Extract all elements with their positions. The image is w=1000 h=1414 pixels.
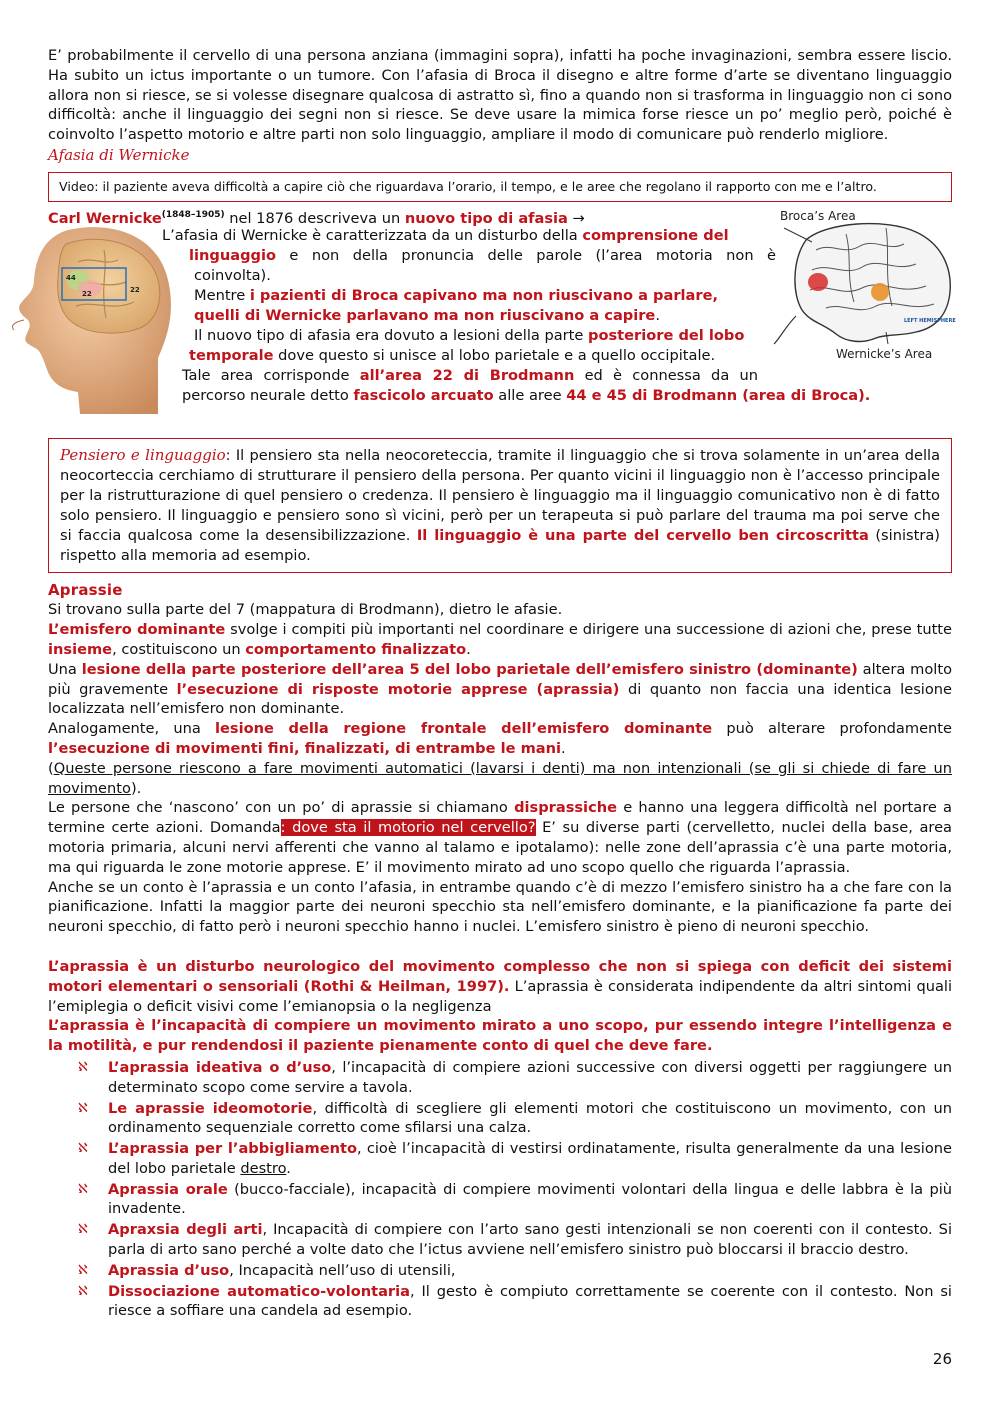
aprassie-p4 — [48, 719, 952, 759]
list-item — [48, 1139, 952, 1179]
bullet-icon: ℵ — [78, 1181, 88, 1197]
highlight-span: quelli di Wernicke parlavano ma non riuscivano a capire — [194, 306, 656, 324]
label-44: 44 — [66, 273, 76, 282]
item-text: , Incapacità di compiere con l’arto sano gesti intenzionali se non coerenti con il contesto. Si parla di arto sano perché a volte dato che l’ictus avviene nell’emisfero sinistro può bloccarsi il braccio destro. — [108, 1221, 952, 1259]
text-span: , costituiscono un — [112, 640, 246, 658]
aprassie-p6 — [48, 798, 952, 877]
text-span: percorso neurale detto — [182, 386, 354, 404]
page-content — [48, 46, 956, 1322]
text-span: ed è connessa da un — [574, 366, 758, 384]
aprassie-p9: L’aprassia è l’incapacità di compiere un movimento mirato a uno scopo, pur essendo integre l’intelligenza e la motilità, e pur rendendosi il paziente pienamente conto di quel che deve fare. — [48, 1017, 952, 1055]
bullet-icon: ℵ — [78, 1222, 88, 1238]
highlight-span: l’esecuzione di movimenti fini, finalizzati, di entrambe le mani — [48, 739, 562, 757]
item-text: , difficoltà di scegliere gli elementi motori che costituiscono un movimento, con un ordinamento sequenziale corretto come sfilarsi una calza. — [108, 1099, 952, 1137]
wernicke-line-6 — [194, 306, 660, 326]
item-title: L’aprassia ideativa o d’uso — [108, 1058, 332, 1076]
text-span: . — [561, 739, 566, 757]
item-text: , Il gesto è compiuto correttamente se coerente con il contesto. Non si riesce a soffiare una candela ad esempio. — [108, 1282, 952, 1320]
text-span: di quanto non faccia una identica lesione localizzata nell’emisfero non dominante. — [48, 680, 953, 718]
text-span: alle aree — [493, 386, 567, 404]
item-text: (bucco-facciale), incapacità di compiere movimenti volontari della lingua e delle labbra è la più invadente. — [108, 1180, 953, 1218]
wernicke-line-7 — [194, 326, 744, 346]
text-span: svolge i compiti più importanti nel coordinare e dirigere una successione di azioni che, prese tutte — [225, 621, 952, 639]
highlight-span: comprensione del — [582, 226, 729, 244]
broca-wernicke-diagram — [766, 206, 962, 364]
highlight-span: i pazienti di Broca capivano ma non riuscivano a parlare, — [249, 286, 719, 304]
text-span: ( — [48, 759, 54, 777]
arrow-text: → — [567, 209, 585, 227]
aprassie-p7: Anche se un conto è l’aprassia e un conto l’afasia, in entrambe quando c’è di mezzo l’emisfero sinistro ha a che fare con la pianificazione. Infatti la maggior parte dei neuroni specchio sta nell’emisfero dominante, e la pianificazione fa parte dei neuroni specchio, di fatto però i neuroni specchio hanno i nuclei. L’emisfero sinistro è pieno di neuroni specchio. — [48, 878, 952, 936]
wernicke-years: (1848–1905) — [161, 209, 225, 220]
text-span: . — [466, 640, 471, 658]
text-span: L’aprassia è considerata indipendente da altri sintomi quali l’emiplegia o deficit visivi come l’emianopsia o la negligenza — [48, 977, 953, 1015]
highlight-span: lesione della parte posteriore dell’area 5 del lobo parietale dell’emisfero sinistro (dominante) — [81, 660, 858, 678]
text-span: Il nuovo tipo di afasia era dovuto a lesioni della parte — [194, 326, 589, 344]
highlight-span: linguaggio — [189, 246, 276, 264]
new-aphasia-type: nuovo tipo di afasia — [404, 209, 568, 227]
list-item — [48, 1261, 952, 1281]
text-span: Una — [48, 660, 82, 678]
item-end: . — [286, 1159, 291, 1177]
text-span: dove questo si unisce al lobo parietale e a quello occipitale. — [273, 346, 716, 364]
highlight-span: all’area 22 di Brodmann — [359, 366, 575, 384]
text-span: altera molto più gravemente — [48, 660, 952, 698]
highlight-span: insieme — [48, 640, 113, 658]
aprassie-p8 — [48, 957, 952, 1016]
list-item — [48, 1180, 952, 1220]
highlight-span: lesione della regione frontale dell’emisfero dominante — [214, 720, 713, 738]
thought-tail: (sinistra) rispetto alla memoria ad esempio. — [60, 526, 940, 564]
wernicke-line-9 — [182, 366, 758, 386]
page-number: 26 — [932, 1350, 952, 1368]
text-span: Analogamente, una — [48, 720, 215, 738]
item-title: L’aprassia per l’abbigliamento — [108, 1140, 357, 1158]
bullet-icon: ℵ — [78, 1283, 88, 1299]
thought-text: : Il pensiero sta nella neocoreteccia, tramite il linguaggio che si trova solamente in un’area della neocorteccia cerchiamo di strutturare il pensiero della persona. Per quanto vicini il linguaggio non è l’accesso principale per la ristrutturazione di quel pensiero o credenza. Il pensiero è linguaggio ma il linguaggio comunicativo non è di fatto solo pensiero. Il linguaggio e pensiero sono sì vicini, però per un terapeuta si può parlare del trauma ma poi serve che si faccia qualcosa come la desensibilizzazione. — [60, 446, 941, 544]
highlight-span: posteriore del lobo — [588, 326, 745, 344]
aprassie-heading: Aprassie — [48, 580, 123, 599]
broca-area-label: Broca’s Area — [780, 208, 856, 223]
text-span: Mentre — [194, 286, 250, 304]
thought-language-box — [48, 438, 952, 573]
thought-title: Pensiero e linguaggio — [60, 445, 226, 464]
bullet-icon: ℵ — [78, 1262, 88, 1278]
highlight-span: 44 e 45 di Brodmann (area di Broca). — [566, 386, 871, 404]
text-span: nel 1876 descriveva un — [224, 209, 405, 227]
text-span: e hanno una leggera difficoltà nel portare a termine certe azioni. Domanda — [48, 799, 953, 837]
item-text: , Incapacità nell’uso di utensili, — [229, 1261, 456, 1279]
text-span: . — [655, 306, 660, 324]
carl-wernicke-name: Carl Wernicke — [48, 209, 162, 227]
aprassie-p1: Si trovano sulla parte del 7 (mappatura di Brodmann), dietro le afasie. — [48, 601, 563, 619]
list-item — [48, 1058, 952, 1098]
item-title: Le aprassie ideomotorie — [108, 1099, 313, 1117]
apraxia-types-list — [48, 1058, 952, 1321]
item-text: , l’incapacità di compiere azioni successive con diversi oggetti per raggiungere un determinato scopo come servire a tavola. — [108, 1058, 952, 1096]
aprassie-p5 — [48, 759, 952, 799]
wernicke-line-2 — [162, 226, 729, 246]
text-span: e non della pronuncia delle parole (l’area motoria non è — [276, 246, 776, 264]
label-22-outer: 22 — [130, 285, 140, 294]
highlight-span: disprassiche — [514, 799, 618, 817]
wernicke-line-8 — [189, 346, 715, 366]
text-span: Le persone che ‘nascono’ con un po’ di aprassie si chiamano — [48, 799, 515, 817]
text-span: L’afasia di Wernicke è caratterizzata da un disturbo della — [162, 226, 583, 244]
list-item — [48, 1282, 952, 1322]
highlight-span: temporale — [189, 346, 274, 364]
item-text: , cioè l’incapacità di vestirsi ordinatamente, risulta generalmente da una lesione del lobo parietale — [108, 1140, 952, 1177]
highlighted-question: : dove sta il motorio nel cervello? — [280, 819, 536, 837]
label-22-inner: 22 — [82, 289, 92, 298]
highlight-span: L’aprassia è un disturbo neurologico del movimento complesso che non si spiega con deficit dei sistemi motori elementari o sensoriali (Rothi & Heilman, 1997). — [48, 957, 952, 995]
aprassie-p3 — [48, 660, 952, 719]
bullet-icon: ℵ — [78, 1059, 88, 1075]
text-span: E’ su diverse parti (cervelletto, nuclei della base, area motoria primaria, alcuni nervi afferenti che vanno al talamo e ipotalamo): nelle zone dell’aprassia c’è una parte motoria, ma qui riguarda le zone motorie apprese. E’ il movimento mirato ad uno scopo quello che riguarda l’aprassia. — [48, 819, 952, 876]
item-title: Dissociazione automatico-volontaria — [108, 1282, 410, 1300]
list-item — [48, 1220, 952, 1260]
video-note-box: Video: il paziente aveva difficoltà a capire ciò che riguardava l’orario, il tempo, e le aree che regolano il rapporto con me e l’altro. — [48, 172, 952, 202]
text-span: Tale area corrisponde — [182, 366, 360, 384]
item-title: Aprassia d’uso — [108, 1261, 230, 1279]
highlight-span: L’emisfero dominante — [48, 621, 226, 639]
wernicke-line-3 — [189, 246, 776, 266]
left-hemisphere-label: LEFT HEMISPHERE — [904, 317, 956, 324]
wernicke-line-4: coinvolta). — [194, 266, 271, 284]
head-brain-illustration — [8, 222, 178, 414]
wernicke-section — [48, 206, 956, 418]
thought-highlight: Il linguaggio è una parte del cervello ben circoscritta — [416, 526, 869, 544]
item-title: Aprassia orale — [108, 1180, 228, 1198]
aprassie-p2 — [48, 620, 952, 660]
highlight-span: l’esecuzione di risposte motorie apprese (aprassia) — [176, 680, 620, 698]
list-item — [48, 1099, 952, 1139]
highlight-span: fascicolo arcuato — [353, 386, 494, 404]
wernicke-area-label: Wernicke’s Area — [836, 346, 933, 361]
text-span: può alterare profondamente — [712, 720, 952, 738]
wernicke-heading: Afasia di Wernicke — [48, 145, 190, 164]
bullet-icon: ℵ — [78, 1141, 88, 1157]
bullet-icon: ℵ — [78, 1100, 88, 1116]
highlight-span: comportamento finalizzato — [245, 640, 467, 658]
wernicke-line-10 — [182, 386, 870, 406]
item-title: Apraxsia degli arti — [108, 1221, 263, 1239]
text-span: ). — [130, 779, 142, 797]
underlined-span: destro — [240, 1159, 287, 1177]
wernicke-line-5 — [194, 286, 718, 306]
underlined-span: Queste persone riescono a fare movimenti automatici (lavarsi i denti) ma non intenzionali (se gli si chiede di fare un movimento — [48, 759, 952, 797]
intro-paragraph: E’ probabilmente il cervello di una persona anziana (immagini sopra), infatti ha poche invaginazioni, sembra essere liscio. Ha subito un ictus importante o un tumore. Con l’afasia di Broca il disegno e altre forme d’arte se diventano linguaggio allora non si riesce, se si volesse disegnare qualcosa di astratto sì, fino a quando non si trasforma in linguaggio non ci sono difficoltà: anche il linguaggio dei segni non si riesce. Se deve usare la mimica forse riesce un po’ meglio però, poiché è coinvolto l’aspetto motorio e altre parti non solo linguaggio, ampliare il modo di comunicare può renderlo migliore. — [48, 47, 952, 144]
